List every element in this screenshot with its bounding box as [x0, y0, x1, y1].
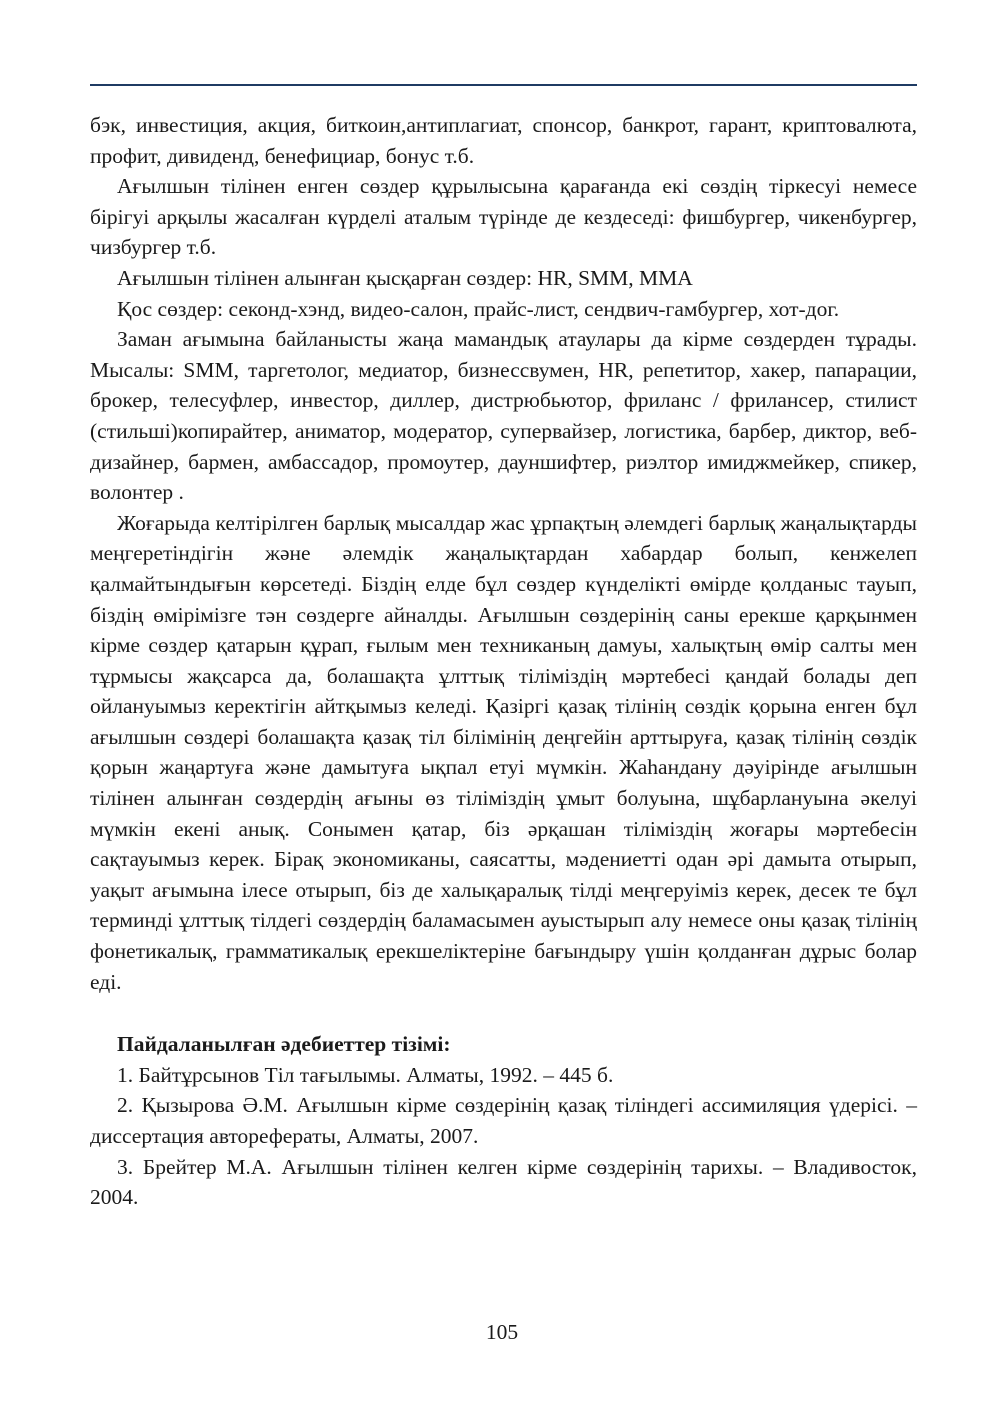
- header-rule: [90, 84, 917, 86]
- paragraph-double-words: Қос сөздер: секонд-хэнд, видео-салон, прайс-лист, сендвич-гамбургер, хот-дог.: [117, 296, 840, 321]
- page-number: 105: [485, 1320, 519, 1344]
- paragraph-professions: Заман ағымына байланысты жаңа мамандық атаулары да кірме сөздерден тұрады. Мысалы: SMM, таргетолог, медиатор, бизнессвумен, HR, репетитор, хакер, папарации, брокер, телесуфлер, инвестор, диллер, дистрюбьютор, фриланс / фрилансер, стилист (стильші)копирайтер, аниматор, модератор, супервайзер, логистика, барбер, диктор, веб-дизайнер, бармен, амбассадор, промоутер, дауншифтер, риэлтор имиджмейкер, спикер, волонтер .: [90, 327, 917, 505]
- reference-item-2: 2. Қызырова Ә.М. Ағылшын кірме сөздерінің қазақ тіліндегі ассимиляция үдерісі. – диссертация авторефераты, Алматы, 2007.: [90, 1093, 917, 1148]
- reference-item-1: 1. Байтұрсынов Тіл тағылымы. Алматы, 1992. – 445 б.: [117, 1062, 614, 1087]
- paragraph-abbreviations: Ағылшын тілінен алынған қысқарған сөздер: HR, SMM, MMA: [117, 265, 693, 290]
- paragraph-continuation: бэк, инвестиция, акция, биткоин,антиплагиат, спонсор, банкрот, гарант, криптовалюта, профит, дивиденд, бенефициар, бонус т.б.: [90, 113, 917, 168]
- paragraph-compound-words: Ағылшын тілінен енген сөздер құрылысына қарағанда екі сөздің тіркесуі немесе бірігуі арқылы жасалған күрделі аталым түрінде де кездеседі: фишбургер, чикенбургер, чизбургер т.б.: [90, 174, 917, 260]
- page-body: [90, 110, 917, 1213]
- paragraph-conclusion: Жоғарыда келтірілген барлық мысалдар жас ұрпақтың әлемдегі барлық жаңалықтарды меңгеретіндігін және әлемдік жаңалықтардан хабардар болып, кенжелеп қалмайтындығын көрсетеді. Біздің елде бұл сөздер күнделікті өмірде қолданыс тауып, біздің өмірімізге тән сөздерге айналды. Ағылшын сөздерінің саны ерекше қарқынмен кірме сөздер қатарын құрап, ғылым мен техниканың дамуы, халықтың өмір салты мен тұрмысы жақсарса да, болашақта ұлттық тіліміздің мәртебесі қандай болады деп ойлануымыз керектігін айтқымыз келеді. Қазіргі қазақ тілінің сөздік қорына енген бұл ағылшын сөздері болашақта қазақ тіл білімінің деңгейін арттыруға, қазақ тілінің сөздік қорын жаңартуға және дамытуға ықпал етуі мүмкін. Жаһандану дәуірінде ағылшын тілінен алынған сөздердің ағыны өз тіліміздің ұмыт болуына, шұбарлануына әкелуі мүмкін екені анық. Сонымен қатар, біз әрқашан тіліміздің жоғары мәртебесін сақтауымыз керек. Бірақ экономиканы, саясатты, мәдениетті одан әрі дамыта отырып, уақыт ағымына ілесе отырып, біз де халықаралық тілді меңгеруіміз керек, десек те бұл терминді ұлттық тілдегі сөздердің баламасымен ауыстырып алу немесе оны қазақ тілінің фонетикалық, грамматикалық ерекшеліктеріне бағындыру үшін қолданған дұрыс болар еді.: [90, 510, 917, 994]
- reference-item-3: 3. Брейтер М.А. Ағылшын тілінен келген кірме сөздерінің тарихы. – Владивосток, 2004.: [90, 1154, 917, 1210]
- references-heading: Пайдаланылған әдебиеттер тізімі:: [117, 1032, 451, 1057]
